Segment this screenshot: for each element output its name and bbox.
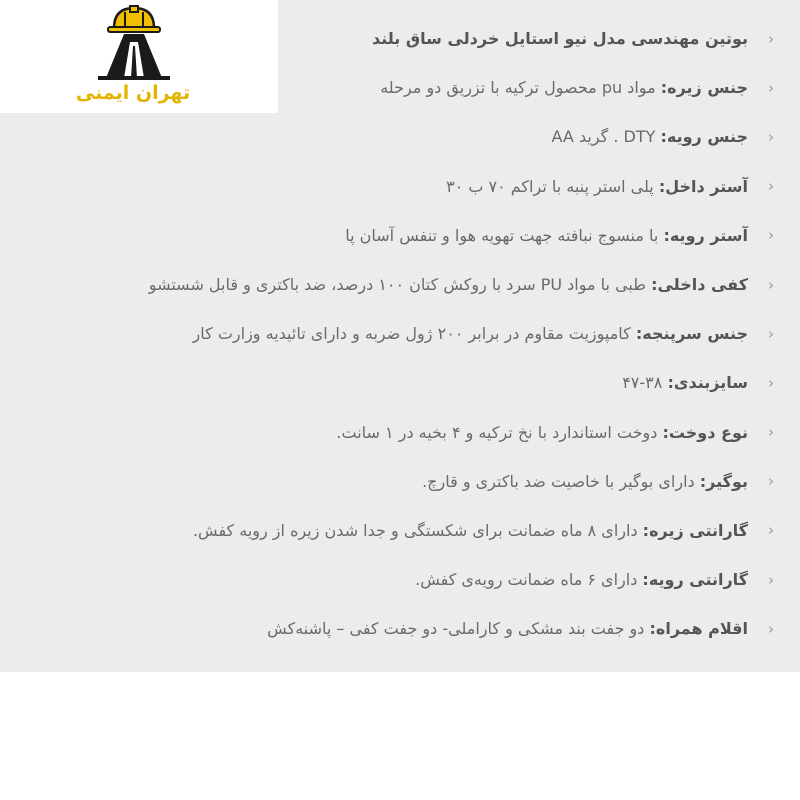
spec-row (12, 162, 782, 211)
spec-label: نوع دوخت: (662, 422, 748, 442)
spec-text (552, 127, 748, 146)
chevron-left-icon: ‹ (768, 324, 774, 343)
brand-logo-text: تهران ایمنی (75, 82, 191, 104)
chevron-left-icon: ‹ (768, 275, 774, 294)
spec-label: گارانتی زیره: (642, 520, 748, 540)
spec-text (372, 29, 748, 48)
spec-text (415, 570, 748, 589)
spec-label: جنس رویه: (660, 127, 748, 147)
spec-label: اقلام همراه: (649, 619, 748, 639)
spec-label: کفی داخلی: (651, 275, 748, 295)
spec-row (12, 260, 782, 309)
spec-row (12, 457, 782, 506)
spec-row (12, 358, 782, 407)
spec-text (345, 226, 748, 245)
spec-text (267, 619, 748, 638)
spec-value: دارای ۸ ماه ضمانت برای شکستگی و جدا شدن زیره از رویه کفش. (192, 520, 638, 540)
spec-text (422, 472, 748, 491)
spec-text (622, 373, 748, 392)
chevron-left-icon: ‹ (768, 177, 774, 196)
spec-value: طبی با مواد PU سرد با روکش کتان ۱۰۰ درصد، ضد باکتری و قابل شستشو (148, 275, 646, 295)
spec-value: با منسوج نبافته جهت تهویه هوا و تنفس آسان پا (345, 225, 659, 245)
spec-text (193, 324, 748, 343)
spec-row (12, 309, 782, 358)
spec-label: آستر رویه: (663, 225, 748, 245)
spec-text (336, 423, 748, 442)
spec-row (12, 506, 782, 555)
spec-text (380, 78, 748, 97)
spec-value: دوخت استاندارد با نخ ترکیه و ۴ بخیه در ۱ سانت. (336, 422, 658, 442)
spec-value: DTY . گرید AA (551, 127, 656, 147)
spec-value: کامپوزیت مقاوم در برابر ۲۰۰ ژول ضربه و دارای تائیدیه وزارت کار (192, 324, 631, 344)
spec-row (12, 112, 782, 161)
spec-text (446, 177, 748, 196)
spec-label: جنس زیره: (660, 78, 748, 98)
chevron-left-icon: ‹ (768, 29, 774, 48)
chevron-left-icon: ‹ (768, 472, 774, 491)
spec-label: بوگیر: (699, 471, 748, 491)
chevron-left-icon: ‹ (768, 619, 774, 638)
chevron-left-icon: ‹ (768, 226, 774, 245)
chevron-left-icon: ‹ (768, 127, 774, 146)
spec-row (12, 604, 782, 653)
spec-label: سایزبندی: (667, 373, 748, 393)
hard-hat-road-icon (84, 2, 184, 82)
spec-value: پلی استر پنبه با تراکم ۷۰ ب ۳۰ (446, 176, 654, 196)
spec-label: بوتین مهندسی مدل نیو استایل خردلی ساق بلند (371, 29, 748, 49)
spec-label: جنس سرپنجه: (635, 324, 748, 344)
chevron-left-icon: ‹ (768, 570, 774, 589)
spec-row (12, 211, 782, 260)
chevron-left-icon: ‹ (768, 373, 774, 392)
spec-value: مواد pu محصول ترکیه با تزریق دو مرحله (380, 78, 656, 98)
chevron-left-icon: ‹ (768, 78, 774, 97)
spec-text (193, 521, 748, 540)
spec-label: گارانتی رویه: (642, 570, 748, 590)
spec-text (149, 275, 748, 294)
spec-label: آستر داخل: (658, 176, 748, 196)
chevron-left-icon: ‹ (768, 423, 774, 442)
spec-row (12, 555, 782, 604)
spec-value: دو جفت بند مشکی و کاراملی- دو جفت کفی – پاشنه‌کش (267, 619, 645, 639)
chevron-left-icon: ‹ (768, 521, 774, 540)
brand-logo[interactable] (0, 0, 278, 113)
spec-value: دارای بوگیر با خاصیت ضد باکتری و قارچ. (422, 471, 695, 491)
spec-row (12, 408, 782, 457)
spec-value: دارای ۶ ماه ضمانت رویه‌ی کفش. (415, 570, 638, 590)
spec-value: ۳۸-۴۷ (622, 373, 663, 393)
